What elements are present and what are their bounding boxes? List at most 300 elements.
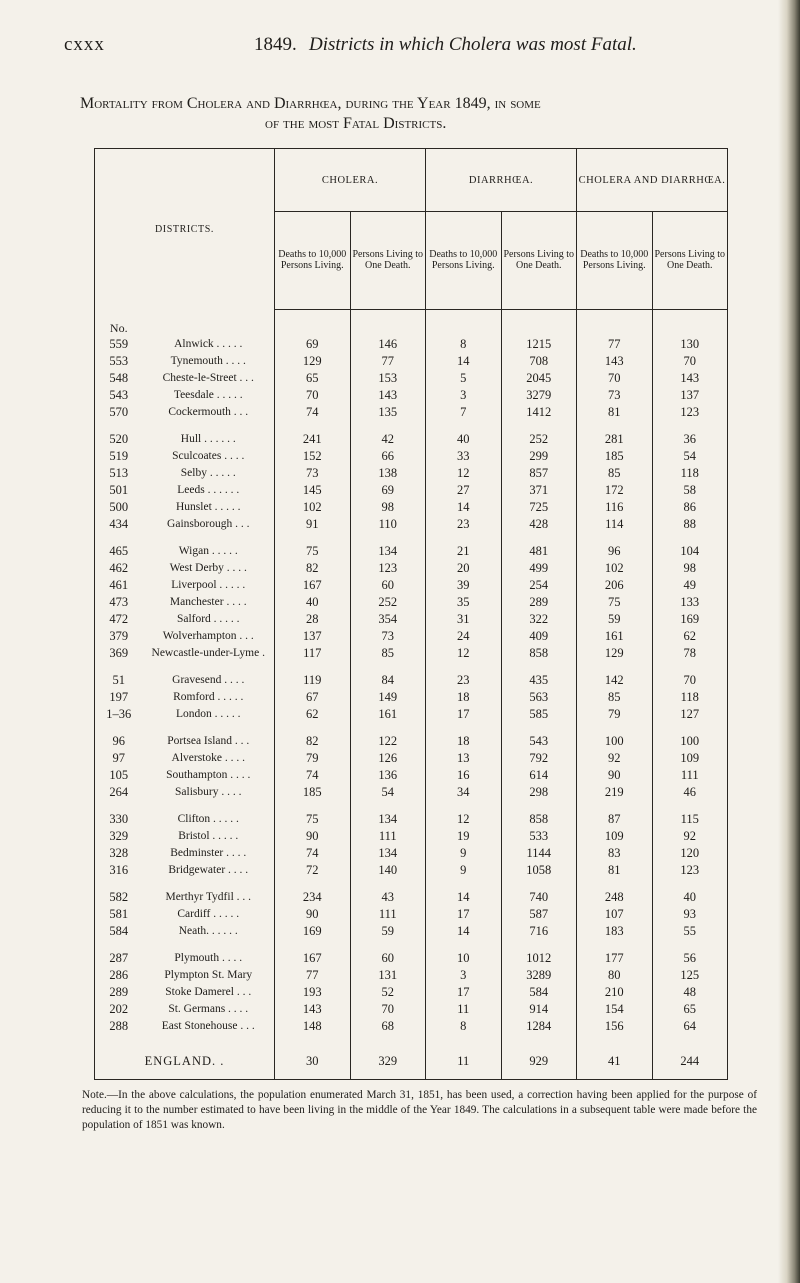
district-name: East Stonehouse . . . [161,1020,255,1032]
district-number: 461 [109,577,129,592]
england-diarrhoea-persons-cell: 929 [501,1045,577,1080]
diarrhoea-deaths-cell: 27 [426,482,502,499]
diarrhoea-deaths-cell: 34 [426,784,502,801]
district-number: 197 [109,689,129,704]
cholera-deaths-cell: 82 [275,733,351,750]
district-name: Neath. . . . . . [178,925,238,937]
district-number: 559 [109,336,129,351]
combined-deaths-cell: 96 [577,543,653,560]
combined-deaths-cell: 206 [577,577,653,594]
table-row [95,387,728,404]
district-number: 582 [109,889,129,904]
cholera-persons-cell: 140 [350,862,426,879]
district-number: 434 [109,516,129,531]
combined-persons-cell: 88 [652,516,728,533]
combined-deaths-cell: 129 [577,645,653,662]
combined-deaths-cell: 116 [577,499,653,516]
england-combined-deaths-cell: 41 [577,1045,653,1080]
district-number: 553 [109,353,129,368]
district-name: Manchester . . . . [169,596,247,608]
district-name: Tynemouth . . . . [170,355,246,367]
cholera-persons-cell: 59 [350,923,426,940]
diarrhoea-deaths-cell: 17 [426,984,502,1001]
district-number: 548 [109,370,129,385]
combined-deaths-cell: 154 [577,1001,653,1018]
diarrhoea-persons-cell: 708 [501,353,577,370]
combined-persons-cell: 70 [652,353,728,370]
diarrhoea-deaths-cell: 33 [426,448,502,465]
district-name: Alverstoke . . . . [171,752,245,764]
district-name: Plympton St. Mary [164,969,253,981]
combined-deaths-cell: 109 [577,828,653,845]
district-name: Cheste-le-Street . . . [162,372,254,384]
district-number: 264 [109,784,129,799]
table-row [95,353,728,370]
diarrhoea-deaths-cell: 9 [426,845,502,862]
diarrhoea-deaths-cell: 31 [426,611,502,628]
cholera-deaths-cell: 28 [275,611,351,628]
cholera-deaths-cell: 72 [275,862,351,879]
district-number: 584 [109,923,129,938]
england-cholera-persons-cell: 329 [350,1045,426,1080]
subheader-diarrhoea-deaths: Deaths to 10,000 Persons Living. [426,212,502,309]
combined-deaths-cell: 100 [577,733,653,750]
combined-persons-cell: 62 [652,628,728,645]
diarrhoea-deaths-cell: 13 [426,750,502,767]
district-name: Newcastle-under-Lyme . [151,647,265,659]
district-number: 369 [109,645,129,660]
heading-line-2: of the most Fatal Districts. [265,115,447,132]
cholera-deaths-cell: 91 [275,516,351,533]
combined-persons-cell: 130 [652,336,728,353]
cholera-persons-cell: 42 [350,431,426,448]
combined-persons-cell: 55 [652,923,728,940]
cholera-deaths-cell: 148 [275,1018,351,1035]
district-number: 202 [109,1001,129,1016]
diarrhoea-deaths-cell: 16 [426,767,502,784]
cholera-persons-cell: 153 [350,370,426,387]
cholera-persons-cell: 126 [350,750,426,767]
table-row [95,482,728,499]
combined-persons-cell: 54 [652,448,728,465]
cholera-deaths-cell: 117 [275,645,351,662]
diarrhoea-deaths-cell: 21 [426,543,502,560]
diarrhoea-deaths-cell: 40 [426,431,502,448]
cholera-deaths-cell: 185 [275,784,351,801]
district-name: Cockermouth . . . [168,406,249,418]
combined-deaths-cell: 172 [577,482,653,499]
cholera-deaths-cell: 75 [275,543,351,560]
district-name: St. Germans . . . . [168,1003,249,1015]
diarrhoea-deaths-cell: 14 [426,923,502,940]
table-row [95,750,728,767]
combined-persons-cell: 143 [652,370,728,387]
cholera-persons-cell: 60 [350,577,426,594]
district-name: Bedminster . . . . [170,847,247,859]
combined-deaths-cell: 142 [577,672,653,689]
combined-persons-cell: 46 [652,784,728,801]
table-row [95,516,728,533]
combined-deaths-cell: 92 [577,750,653,767]
table-row [95,1018,728,1035]
diarrhoea-deaths-cell: 12 [426,645,502,662]
cholera-deaths-cell: 129 [275,353,351,370]
combined-deaths-cell: 177 [577,950,653,967]
group-spacer [95,1035,728,1045]
combined-persons-cell: 64 [652,1018,728,1035]
combined-deaths-cell: 75 [577,594,653,611]
cholera-deaths-cell: 169 [275,923,351,940]
district-number: 501 [109,482,129,497]
table-row [95,577,728,594]
table-row [95,645,728,662]
district-name: West Derby . . . . [169,562,247,574]
cholera-persons-cell: 143 [350,387,426,404]
running-head [62,34,722,56]
district-name: Salisbury . . . . [175,786,242,798]
district-name: Romford . . . . . [173,691,244,703]
combined-persons-cell: 118 [652,465,728,482]
district-number: 51 [112,672,125,687]
table-row [95,967,728,984]
cholera-persons-cell: 123 [350,560,426,577]
district-name: Liverpool . . . . . [171,579,246,591]
book-spine-edge [778,0,800,1283]
diarrhoea-deaths-cell: 12 [426,811,502,828]
cholera-persons-cell: 146 [350,336,426,353]
district-number: 96 [112,733,125,748]
table-heading [80,94,740,134]
diarrhoea-persons-cell: 857 [501,465,577,482]
district-name: Cardiff . . . . . [177,908,240,920]
district-name: Southampton . . . . [166,769,251,781]
diarrhoea-deaths-cell: 5 [426,370,502,387]
diarrhoea-persons-cell: 914 [501,1001,577,1018]
combined-persons-cell: 98 [652,560,728,577]
no-column-label: No. [109,320,128,335]
table-row [95,984,728,1001]
combined-deaths-cell: 83 [577,845,653,862]
cholera-persons-cell: 69 [350,482,426,499]
diarrhoea-persons-cell: 543 [501,733,577,750]
district-name: Clifton . . . . . [177,813,239,825]
cholera-persons-cell: 111 [350,906,426,923]
district-name: Wolverhampton . . . [162,630,254,642]
cholera-deaths-cell: 40 [275,594,351,611]
district-number: 289 [109,984,129,999]
diarrhoea-deaths-cell: 14 [426,499,502,516]
cholera-deaths-cell: 65 [275,370,351,387]
cholera-deaths-cell: 167 [275,577,351,594]
cholera-deaths-cell: 77 [275,967,351,984]
combined-persons-cell: 78 [652,645,728,662]
district-number: 286 [109,967,129,982]
diarrhoea-deaths-cell: 10 [426,950,502,967]
cholera-deaths-cell: 143 [275,1001,351,1018]
combined-deaths-cell: 79 [577,706,653,723]
diarrhoea-persons-cell: 1012 [501,950,577,967]
cholera-deaths-cell: 67 [275,689,351,706]
group-header-cholera-and-diarrhoea: CHOLERA AND DIARRHŒA. [577,149,728,212]
district-number: 462 [109,560,129,575]
combined-deaths-cell: 77 [577,336,653,353]
cholera-deaths-cell: 102 [275,499,351,516]
footnote: Note.—In the above calculations, the population enumerated March 31, 1851, has been used, a correction having been applied for the purpose of reducing it to the number estimated to have been living in the middle of the Year 1849. The calculations in a subsequent table were made before the population of 1851 was known. [82,1089,757,1131]
combined-deaths-cell: 248 [577,889,653,906]
cholera-persons-cell: 85 [350,645,426,662]
district-number: 105 [109,767,129,782]
subheader-combined-persons: Persons Living to One Death. [652,212,728,309]
diarrhoea-persons-cell: 716 [501,923,577,940]
diarrhoea-deaths-cell: 12 [426,465,502,482]
cholera-deaths-cell: 234 [275,889,351,906]
combined-persons-cell: 92 [652,828,728,845]
england-total-row [95,1045,728,1080]
diarrhoea-persons-cell: 254 [501,577,577,594]
district-number: 316 [109,862,129,877]
district-number: 288 [109,1018,129,1033]
cholera-persons-cell: 134 [350,811,426,828]
district-name: Gravesend . . . . [172,674,245,686]
combined-persons-cell: 100 [652,733,728,750]
combined-deaths-cell: 107 [577,906,653,923]
diarrhoea-deaths-cell: 39 [426,577,502,594]
table-row [95,923,728,940]
table-row [95,594,728,611]
diarrhoea-deaths-cell: 23 [426,516,502,533]
diarrhoea-persons-cell: 1058 [501,862,577,879]
cholera-deaths-cell: 79 [275,750,351,767]
district-number: 570 [109,404,129,419]
cholera-persons-cell: 54 [350,784,426,801]
combined-persons-cell: 48 [652,984,728,1001]
cholera-persons-cell: 138 [350,465,426,482]
district-number: 1–36 [106,706,132,721]
heading-line-1: Mortality from Cholera and Diarrhœa, during the Year 1849, in some [80,95,541,112]
district-number: 330 [109,811,129,826]
cholera-persons-cell: 134 [350,543,426,560]
group-spacer [95,801,728,811]
diarrhoea-deaths-cell: 9 [426,862,502,879]
diarrhoea-persons-cell: 585 [501,706,577,723]
combined-deaths-cell: 85 [577,689,653,706]
group-spacer [95,421,728,431]
diarrhoea-deaths-cell: 11 [426,1001,502,1018]
cholera-persons-cell: 135 [350,404,426,421]
table-row [95,543,728,560]
diarrhoea-persons-cell: 587 [501,906,577,923]
combined-deaths-cell: 90 [577,767,653,784]
district-number: 379 [109,628,129,643]
running-head-title: Districts in which Cholera was most Fatal. [309,34,637,55]
combined-deaths-cell: 73 [577,387,653,404]
district-name: Leeds . . . . . . [177,484,240,496]
cholera-deaths-cell: 167 [275,950,351,967]
cholera-persons-cell: 73 [350,628,426,645]
combined-persons-cell: 65 [652,1001,728,1018]
district-number: 472 [109,611,129,626]
table-row [95,628,728,645]
cholera-persons-cell: 70 [350,1001,426,1018]
combined-persons-cell: 137 [652,387,728,404]
table-row [95,336,728,353]
cholera-persons-cell: 66 [350,448,426,465]
cholera-persons-cell: 77 [350,353,426,370]
combined-deaths-cell: 185 [577,448,653,465]
combined-persons-cell: 115 [652,811,728,828]
cholera-deaths-cell: 145 [275,482,351,499]
district-number: 287 [109,950,129,965]
cholera-persons-cell: 252 [350,594,426,611]
district-name: Bristol . . . . . [178,830,239,842]
diarrhoea-persons-cell: 1284 [501,1018,577,1035]
district-name: Sculcoates . . . . [172,450,245,462]
district-number: 543 [109,387,129,402]
diarrhoea-persons-cell: 322 [501,611,577,628]
diarrhoea-persons-cell: 435 [501,672,577,689]
group-spacer [95,662,728,672]
diarrhoea-persons-cell: 792 [501,750,577,767]
combined-persons-cell: 104 [652,543,728,560]
cholera-deaths-cell: 119 [275,672,351,689]
district-name: Selby . . . . . [180,467,236,479]
cholera-deaths-cell: 90 [275,906,351,923]
table-row [95,672,728,689]
district-name: Stoke Damerel . . . [165,986,252,998]
cholera-persons-cell: 149 [350,689,426,706]
cholera-deaths-cell: 241 [275,431,351,448]
diarrhoea-deaths-cell: 14 [426,889,502,906]
table-row [95,706,728,723]
district-number: 328 [109,845,129,860]
diarrhoea-persons-cell: 371 [501,482,577,499]
diarrhoea-deaths-cell: 19 [426,828,502,845]
table-row [95,845,728,862]
combined-deaths-cell: 87 [577,811,653,828]
cholera-persons-cell: 68 [350,1018,426,1035]
diarrhoea-deaths-cell: 20 [426,560,502,577]
diarrhoea-deaths-cell: 35 [426,594,502,611]
table-row [95,689,728,706]
combined-persons-cell: 36 [652,431,728,448]
group-header-diarrhoea: DIARRHŒA. [426,149,577,212]
diarrhoea-persons-cell: 858 [501,811,577,828]
table-row [95,611,728,628]
cholera-persons-cell: 84 [350,672,426,689]
combined-persons-cell: 40 [652,889,728,906]
district-number: 500 [109,499,129,514]
combined-persons-cell: 56 [652,950,728,967]
district-name: London . . . . . [175,708,241,720]
combined-deaths-cell: 59 [577,611,653,628]
diarrhoea-persons-cell: 1144 [501,845,577,862]
group-spacer [95,533,728,543]
district-number: 329 [109,828,129,843]
combined-persons-cell: 125 [652,967,728,984]
cholera-deaths-cell: 75 [275,811,351,828]
group-spacer [95,723,728,733]
districts-header: DISTRICTS. [154,223,215,235]
diarrhoea-persons-cell: 2045 [501,370,577,387]
combined-persons-cell: 109 [652,750,728,767]
cholera-deaths-cell: 74 [275,404,351,421]
diarrhoea-deaths-cell: 8 [426,1018,502,1035]
combined-persons-cell: 86 [652,499,728,516]
cholera-persons-cell: 122 [350,733,426,750]
combined-persons-cell: 133 [652,594,728,611]
cholera-persons-cell: 131 [350,967,426,984]
diarrhoea-persons-cell: 740 [501,889,577,906]
combined-deaths-cell: 219 [577,784,653,801]
combined-deaths-cell: 81 [577,404,653,421]
cholera-persons-cell: 52 [350,984,426,1001]
table-row [95,784,728,801]
group-spacer [95,940,728,950]
combined-deaths-cell: 210 [577,984,653,1001]
table-row [95,499,728,516]
district-number: 473 [109,594,129,609]
diarrhoea-persons-cell: 499 [501,560,577,577]
diarrhoea-persons-cell: 614 [501,767,577,784]
diarrhoea-persons-cell: 3279 [501,387,577,404]
table-row [95,404,728,421]
cholera-deaths-cell: 62 [275,706,351,723]
district-number: 97 [112,750,125,765]
table-row [95,560,728,577]
group-header-cholera: CHOLERA. [275,149,426,212]
combined-deaths-cell: 156 [577,1018,653,1035]
district-name: Alnwick . . . . . [174,338,243,350]
combined-persons-cell: 93 [652,906,728,923]
table-row [95,828,728,845]
cholera-deaths-cell: 82 [275,560,351,577]
district-number: 581 [109,906,129,921]
combined-deaths-cell: 281 [577,431,653,448]
page-number: cxxx [64,34,105,55]
table-row [95,811,728,828]
mortality-table [94,148,728,1080]
diarrhoea-persons-cell: 563 [501,689,577,706]
district-name: Plymouth . . . . [174,952,243,964]
diarrhoea-persons-cell: 428 [501,516,577,533]
diarrhoea-deaths-cell: 24 [426,628,502,645]
table-row [95,465,728,482]
england-cholera-deaths-cell: 30 [275,1045,351,1080]
district-number: 520 [109,431,129,446]
combined-persons-cell: 70 [652,672,728,689]
cholera-persons-cell: 98 [350,499,426,516]
group-spacer [95,879,728,889]
subheader-combined-deaths: Deaths to 10,000 Persons Living. [577,212,653,309]
diarrhoea-persons-cell: 299 [501,448,577,465]
table-body [95,309,728,1079]
diarrhoea-deaths-cell: 14 [426,353,502,370]
combined-deaths-cell: 114 [577,516,653,533]
district-number: 465 [109,543,129,558]
table-row [95,370,728,387]
diarrhoea-persons-cell: 1215 [501,336,577,353]
district-name: Bridgewater . . . . [168,864,249,876]
diarrhoea-persons-cell: 584 [501,984,577,1001]
diarrhoea-persons-cell: 289 [501,594,577,611]
cholera-deaths-cell: 90 [275,828,351,845]
district-name: Wigan . . . . . [178,545,238,557]
subheader-cholera-deaths: Deaths to 10,000 Persons Living. [275,212,351,309]
combined-persons-cell: 120 [652,845,728,862]
england-combined-persons-cell: 244 [652,1045,728,1080]
district-name: Salford . . . . . [176,613,240,625]
table-row [95,889,728,906]
